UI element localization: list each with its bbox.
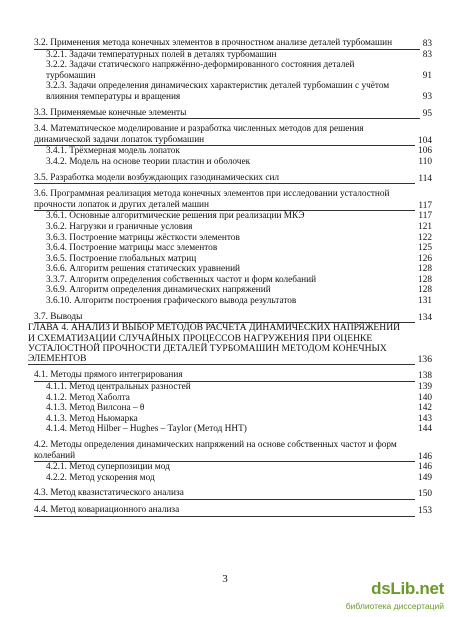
toc-entry-title: 3.3.7. Алгоритм определения собственных частот и форм колебаний bbox=[46, 274, 317, 285]
toc-entry-page: 149 bbox=[415, 473, 432, 484]
table-of-contents bbox=[28, 38, 432, 517]
toc-entry bbox=[28, 60, 432, 81]
toc-entry-title: 4.2.1. Метод суперпозиции мод bbox=[46, 462, 170, 473]
toc-entry-title: 3.4.2. Модель на основе теории пластин и оболочек bbox=[46, 156, 251, 167]
toc-entry-page: 114 bbox=[415, 174, 432, 185]
toc-entry bbox=[28, 254, 432, 265]
toc-entry-page: 146 bbox=[415, 452, 432, 463]
toc-entry-page: 83 bbox=[420, 50, 432, 61]
toc-chapter-entry bbox=[28, 323, 432, 365]
toc-entry-page: 136 bbox=[415, 355, 432, 365]
toc-entry-title: 3.2.3. Задачи определения динамических характеристик деталей турбомашин с учётом влияния температуры и вращения bbox=[46, 81, 390, 102]
toc-entry bbox=[28, 222, 432, 233]
toc-entry-page: 138 bbox=[415, 371, 432, 382]
toc-entry-page: 140 bbox=[415, 393, 432, 404]
toc-entry bbox=[28, 124, 432, 146]
toc-entry-page: 128 bbox=[415, 264, 432, 275]
toc-entry-page: 95 bbox=[420, 109, 432, 120]
toc-entry bbox=[28, 393, 432, 404]
toc-entry-title: 3.6.4. Построение матрицы масс элементов bbox=[46, 243, 218, 254]
toc-entry-title: 3.4.1. Трёхмерная модель лопаток bbox=[46, 146, 180, 157]
toc-entry-page: 117 bbox=[415, 201, 432, 212]
page-number: 3 bbox=[222, 573, 228, 585]
toc-entry bbox=[28, 243, 432, 254]
toc-entry bbox=[28, 189, 432, 211]
toc-entry-page: 150 bbox=[415, 489, 432, 500]
toc-entry-title: 3.2.1. Задачи температурных полей в деталях турбомашин bbox=[46, 49, 277, 60]
toc-entry-title: 3.6.3. Построение матрицы жёсткости элементов bbox=[46, 232, 240, 243]
toc-entry-title: 3.6.5. Построение глобальных матриц bbox=[46, 253, 197, 264]
toc-entry-title: 3.2.2. Задачи статического напряжённо-деформированного состояния деталей турбомашин bbox=[46, 60, 355, 81]
toc-entry bbox=[28, 285, 432, 296]
toc-entry-title: 4.1.2. Метод Хаболта bbox=[46, 392, 130, 403]
toc-entry-title: 3.6. Программная реализация метода конечных элементов при исследовании усталостной прочности лопаток и других деталей машин bbox=[34, 189, 432, 211]
toc-entry bbox=[28, 414, 432, 425]
watermark-logo: dsLib.net bbox=[371, 579, 444, 598]
toc-entry bbox=[28, 275, 432, 286]
toc-entry-page: 126 bbox=[415, 254, 432, 265]
toc-entry-title: 3.6.2. Нагрузки и граничные условия bbox=[46, 221, 193, 232]
toc-entry-page: 139 bbox=[415, 382, 432, 393]
toc-entry bbox=[28, 296, 432, 307]
toc-entry-page: 128 bbox=[415, 275, 432, 286]
toc-entry-page: 121 bbox=[415, 222, 432, 233]
watermark-subtitle: библиотека диссертаций bbox=[345, 601, 444, 611]
toc-entry-page: 117 bbox=[415, 211, 432, 222]
toc-entry-page: 83 bbox=[420, 39, 432, 50]
toc-entry-title: ГЛАВА 4. АНАЛИЗ И ВЫБОР МЕТОДОВ РАСЧЁТА ДИНАМИЧЕСКИХ НАПРЯЖЕНИЙ И СХЕМАТИЗАЦИИ СЛУЧАЙНЫХ ПРОЦЕССОВ НАГРУЖЕНИЯ ПРИ ОЦЕНКЕ УСТАЛОСТНОЙ ПРОЧНОСТИ ДЕТАЛЕЙ ТУРБОМАШИН МЕТОДОМ КОНЕЧНЫХ ЭЛЕМЕНТОВ bbox=[28, 323, 432, 365]
toc-entry-page: 104 bbox=[415, 136, 432, 147]
toc-entry bbox=[28, 146, 432, 157]
toc-entry-title: 3.6.9. Алгоритм определения динамических напряжений bbox=[46, 285, 271, 296]
toc-entry-title: 3.3. Применяемые конечные элементы bbox=[34, 108, 432, 120]
toc-entry-page: 91 bbox=[420, 71, 432, 82]
toc-entry bbox=[28, 173, 432, 185]
toc-entry bbox=[28, 505, 432, 517]
toc-entry-page: 110 bbox=[415, 157, 432, 168]
toc-entry-title: 3.7. Выводы bbox=[34, 312, 432, 324]
watermark bbox=[345, 579, 444, 613]
toc-entry-page: 131 bbox=[415, 296, 432, 307]
toc-entry-page: 144 bbox=[415, 424, 432, 435]
toc-entry-page: 153 bbox=[415, 506, 432, 517]
toc-entry bbox=[28, 264, 432, 275]
toc-entry-title: 4.2.2. Метод ускорения мод bbox=[46, 472, 155, 483]
toc-entry-title: 4.2. Методы определения динамических напряжений на основе собственных частот и форм колебаний bbox=[34, 440, 432, 462]
toc-entry-page: 125 bbox=[415, 243, 432, 254]
toc-entry bbox=[28, 50, 432, 61]
toc-entry-title: 4.4. Метод ковариационного анализа bbox=[34, 505, 432, 517]
toc-entry-title: 3.6.6. Алгоритм решения статических уравнений bbox=[46, 264, 241, 275]
toc-entry-page: 128 bbox=[415, 285, 432, 296]
toc-entry bbox=[28, 81, 432, 102]
toc-entry bbox=[28, 403, 432, 414]
toc-entry bbox=[28, 440, 432, 462]
toc-entry-title: 4.1.1. Метод центральных разностей bbox=[46, 382, 191, 393]
toc-entry-page: 146 bbox=[415, 462, 432, 473]
toc-entry-page: 122 bbox=[415, 233, 432, 244]
toc-entry bbox=[28, 462, 432, 473]
toc-entry-page: 106 bbox=[415, 146, 432, 157]
toc-entry-title: 3.6.1. Основные алгоритмические решения при реализации МКЭ bbox=[46, 211, 305, 222]
toc-entry-title: 4.1.3. Метод Ньюмарка bbox=[46, 413, 138, 424]
toc-entry-title: 4.1.4. Метод Hilber – Hughes – Taylor (Метод ННТ) bbox=[46, 424, 247, 435]
toc-entry-page: 142 bbox=[415, 403, 432, 414]
toc-entry-title: 4.1. Методы прямого интегрирования bbox=[34, 370, 432, 382]
toc-entry-title: 3.6.10. Алгоритм построения графического вывода результатов bbox=[46, 296, 297, 307]
toc-entry bbox=[28, 157, 432, 168]
toc-entry-page: 93 bbox=[420, 92, 432, 103]
toc-entry bbox=[28, 488, 432, 500]
toc-entry bbox=[28, 370, 432, 382]
toc-entry bbox=[28, 382, 432, 393]
toc-entry-title: 4.3. Метод квазистатического анализа bbox=[34, 488, 432, 500]
toc-entry bbox=[28, 233, 432, 244]
toc-entry-page: 134 bbox=[415, 313, 432, 324]
toc-entry bbox=[28, 473, 432, 484]
toc-entry-title: 3.2. Применения метода конечных элементов в прочностном анализе деталей турбомашин bbox=[34, 38, 432, 50]
toc-entry bbox=[28, 108, 432, 120]
toc-entry bbox=[28, 424, 432, 435]
toc-entry bbox=[28, 38, 432, 50]
toc-entry-title: 3.4. Математическое моделирование и разработка численных методов для решения динамической задачи лопаток турбомашин bbox=[34, 124, 432, 146]
toc-entry-title: 4.1.3. Метод Вилсона – θ bbox=[46, 403, 145, 414]
toc-entry-page: 143 bbox=[415, 414, 432, 425]
toc-entry-title: 3.5. Разработка модели возбуждающих газодинамических сил bbox=[34, 173, 432, 185]
toc-entry bbox=[28, 211, 432, 222]
